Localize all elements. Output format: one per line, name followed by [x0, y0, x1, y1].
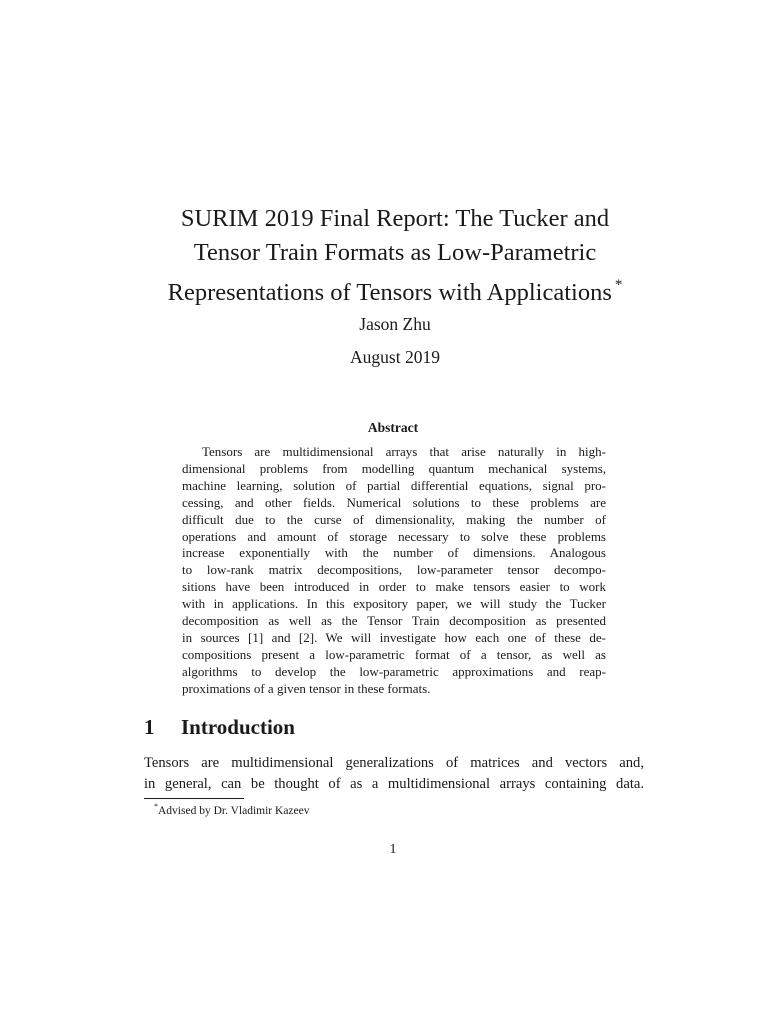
section-title: Introduction	[181, 715, 295, 739]
abstract-body	[182, 444, 606, 698]
footnote-divider	[144, 798, 244, 799]
abstract-line: decomposition as well as the Tensor Train decomposition as presented	[182, 613, 606, 629]
paragraph-line: in general, can be thought of as a multidimensional arrays containing data.	[144, 776, 644, 792]
abstract-line: compositions present a low-parametric format of a tensor, as well as	[182, 646, 606, 662]
publication-date: August 2019	[350, 347, 440, 367]
abstract-line: with in applications. In this expository paper, we will study the Tucker	[182, 596, 606, 612]
title-line	[100, 270, 690, 310]
footnote-mark: *	[154, 802, 158, 811]
footnote-text: Advised by Dr. Vladimir Kazeev	[158, 804, 310, 817]
abstract-line: algorithms to develop the low-parametric approximations and reap-	[182, 663, 606, 679]
author-name: Jason Zhu	[359, 314, 431, 334]
section-number: 1	[144, 715, 155, 739]
abstract-line: to low-rank matrix decompositions, low-parameter tensor decompo-	[182, 562, 606, 578]
paper-title	[100, 202, 690, 310]
introduction-paragraph	[144, 753, 644, 795]
title-line: Tensor Train Formats as Low-Parametric	[193, 239, 597, 266]
abstract-line: difficult due to the curse of dimensionality, making the number of	[182, 511, 606, 527]
abstract-line: machine learning, solution of partial differential equations, signal pro-	[182, 477, 606, 493]
footnote	[154, 802, 310, 817]
page-number: 1	[389, 842, 397, 857]
title-line-text: Representations of Tensors with Applications	[167, 279, 612, 307]
title-footnote-mark: *	[614, 277, 623, 293]
title-line: SURIM 2019 Final Report: The Tucker and	[180, 205, 610, 232]
abstract-line: operations and amount of storage necessary to solve these problems	[182, 528, 606, 544]
abstract-line: dimensional problems from modelling quantum mechanical systems,	[182, 460, 606, 476]
abstract-line: cessing, and other fields. Numerical solutions to these problems are	[182, 494, 606, 510]
abstract-heading: Abstract	[367, 420, 419, 435]
section-heading-introduction	[144, 715, 295, 740]
abstract-line: increase exponentially with the number of dimensions. Analogous	[182, 545, 606, 561]
paragraph-line: Tensors are multidimensional generalizations of matrices and vectors and,	[144, 755, 644, 771]
abstract-line: Tensors are multidimensional arrays that arise naturally in high-	[202, 444, 606, 459]
abstract-line: sitions have been introduced in order to make tensors easier to work	[182, 579, 606, 595]
abstract-line: in sources [1] and [2]. We will investigate how each one of these de-	[182, 629, 606, 645]
abstract-line: proximations of a given tensor in these formats.	[182, 680, 431, 696]
